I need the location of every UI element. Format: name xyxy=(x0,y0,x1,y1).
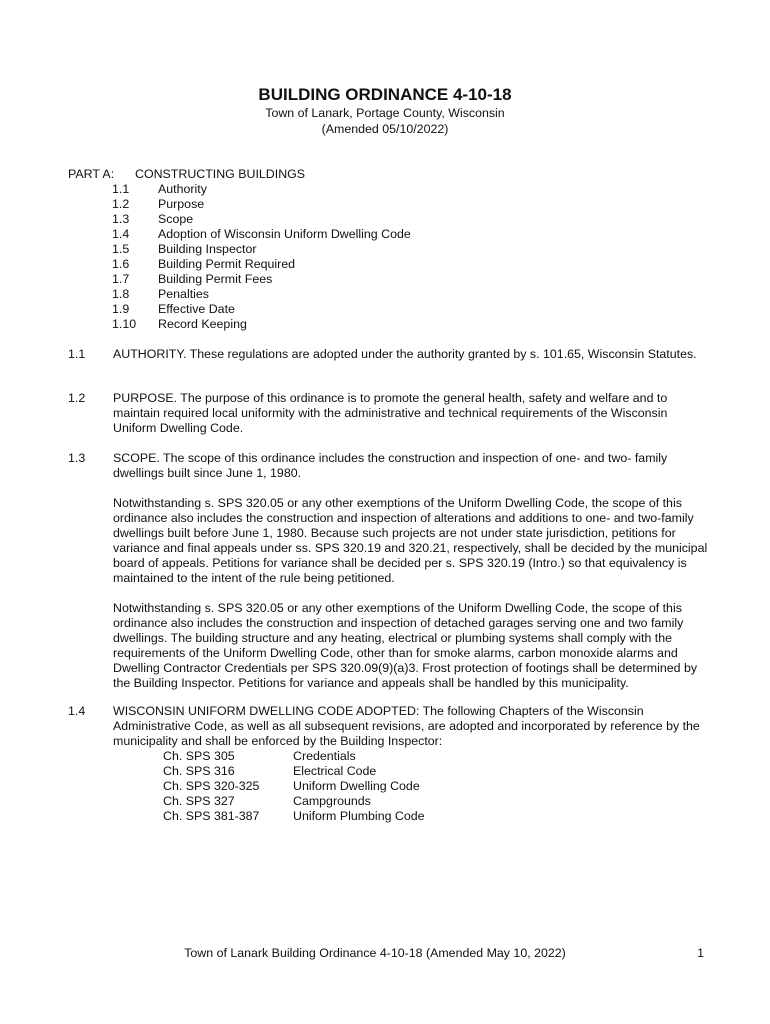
section-body xyxy=(113,347,708,362)
chapter-code: Ch. SPS 327 xyxy=(163,794,235,808)
page-footer xyxy=(0,946,770,961)
toc-item-number: 1.8 xyxy=(112,287,130,301)
toc-item-number: 1.1 xyxy=(112,182,130,196)
toc-part-title: CONSTRUCTING BUILDINGS xyxy=(135,167,306,181)
section-paragraph: PURPOSE. The purpose of this ordinance is to promote the general health, safety and welfare and to maintain required local uniformity with the administrative and technical requirements of the Wisconsin Uniform Dwelling Code. xyxy=(113,391,668,435)
chapter-name: Uniform Dwelling Code xyxy=(293,779,420,793)
toc-item-number: 1.7 xyxy=(112,272,130,286)
chapter-name: Uniform Plumbing Code xyxy=(293,809,425,823)
section-paragraph: Notwithstanding s. SPS 320.05 or any other exemptions of the Uniform Dwelling Code, the scope of this ordinance also includes the construction and inspection of detached garages serving one and two family dwellings. The building structure and any heating, electrical or plumbing systems shall comply with the requirements of the Uniform Dwelling Code, other than for smoke alarms, carbon monoxide alarms and Dwelling Contractor Credentials per SPS 320.09(9)(a)3. Frost protection of footings shall be determined by the Building Inspector. Petitions for variance and appeals shall be handled by this municipality. xyxy=(113,601,698,690)
toc-item xyxy=(68,182,668,197)
chapter-name: Credentials xyxy=(293,749,356,763)
section-number: 1.4 xyxy=(68,704,86,718)
table-of-contents xyxy=(68,167,668,332)
toc-item xyxy=(68,227,668,242)
document-subtitle-amended: (Amended 05/10/2022) xyxy=(321,122,449,136)
toc-item xyxy=(68,242,668,257)
toc-item-number: 1.5 xyxy=(112,242,130,256)
chapter-code: Ch. SPS 316 xyxy=(163,764,235,778)
section-body xyxy=(113,451,708,691)
toc-item-label: Adoption of Wisconsin Uniform Dwelling Code xyxy=(158,227,411,241)
toc-item-label: Authority xyxy=(158,182,207,196)
toc-item-label: Building Inspector xyxy=(158,242,257,256)
toc-item-number: 1.9 xyxy=(112,302,130,316)
document-title: BUILDING ORDINANCE 4-10-18 xyxy=(258,85,512,104)
toc-item-label: Effective Date xyxy=(158,302,235,316)
section-paragraph: Notwithstanding s. SPS 320.05 or any other exemptions of the Uniform Dwelling Code, the scope of this ordinance also includes the construction and inspection of alterations and additions to one- and two-family dwellings built before June 1, 1980. Because such projects are not under state jurisdiction, petitions for variance and final appeals under ss. SPS 320.19 and 320.21, respectively, shall be decided by the municipal board of appeals. Petitions for variance shall be decided per s. SPS 320.19 (Intro.) so that equivalency is maintained to the intent of the rule being petitioned. xyxy=(113,496,708,585)
section-body xyxy=(113,391,708,436)
chapter-code: Ch. SPS 305 xyxy=(163,749,235,763)
toc-part-heading xyxy=(68,167,668,182)
toc-item-label: Penalties xyxy=(158,287,209,301)
toc-item-label: Purpose xyxy=(158,197,205,211)
toc-item-number: 1.6 xyxy=(112,257,130,271)
toc-item xyxy=(68,257,668,272)
toc-item-label: Record Keeping xyxy=(158,317,247,331)
chapter-code: Ch. SPS 381-387 xyxy=(163,809,260,823)
section-paragraph: SCOPE. The scope of this ordinance includes the construction and inspection of one- and two- family dwellings built since June 1, 1980. xyxy=(113,451,668,480)
section-number: 1.2 xyxy=(68,391,86,405)
toc-part-label: PART A: xyxy=(68,167,115,181)
document-subtitle-municipality: Town of Lanark, Portage County, Wisconsin xyxy=(265,106,505,120)
toc-item-number: 1.2 xyxy=(112,197,130,211)
chapter-name: Campgrounds xyxy=(293,794,371,808)
chapter-code: Ch. SPS 320-325 xyxy=(163,779,260,793)
section-body xyxy=(113,704,708,824)
chapter-row xyxy=(113,779,708,794)
toc-item xyxy=(68,287,668,302)
toc-item xyxy=(68,317,668,332)
adopted-chapters-list xyxy=(113,749,708,824)
toc-item xyxy=(68,272,668,287)
chapter-row xyxy=(113,809,708,824)
toc-item-label: Building Permit Fees xyxy=(158,272,273,286)
toc-item xyxy=(68,302,668,317)
section-number: 1.3 xyxy=(68,451,86,465)
page-number: 1 xyxy=(697,946,704,960)
toc-item xyxy=(68,197,668,212)
chapter-row xyxy=(113,749,708,764)
toc-item-label: Building Permit Required xyxy=(158,257,296,271)
chapter-row xyxy=(113,764,708,779)
toc-item-number: 1.10 xyxy=(112,317,137,331)
toc-item-number: 1.4 xyxy=(112,227,130,241)
section-number: 1.1 xyxy=(68,347,86,361)
toc-item-number: 1.3 xyxy=(112,212,130,226)
chapter-row xyxy=(113,794,708,809)
chapter-name: Electrical Code xyxy=(293,764,377,778)
toc-item-label: Scope xyxy=(158,212,194,226)
section-paragraph: WISCONSIN UNIFORM DWELLING CODE ADOPTED: The following Chapters of the Wisconsin Administrative Code, as well as all subsequent revisions, are adopted and incorporated by reference by the municipality and shall be enforced by the Building Inspector: xyxy=(113,704,700,748)
footer-text: Town of Lanark Building Ordinance 4-10-18 (Amended May 10, 2022) xyxy=(184,946,566,960)
section-paragraph: AUTHORITY. These regulations are adopted under the authority granted by s. 101.65, Wisconsin Statutes. xyxy=(113,347,697,361)
toc-item xyxy=(68,212,668,227)
